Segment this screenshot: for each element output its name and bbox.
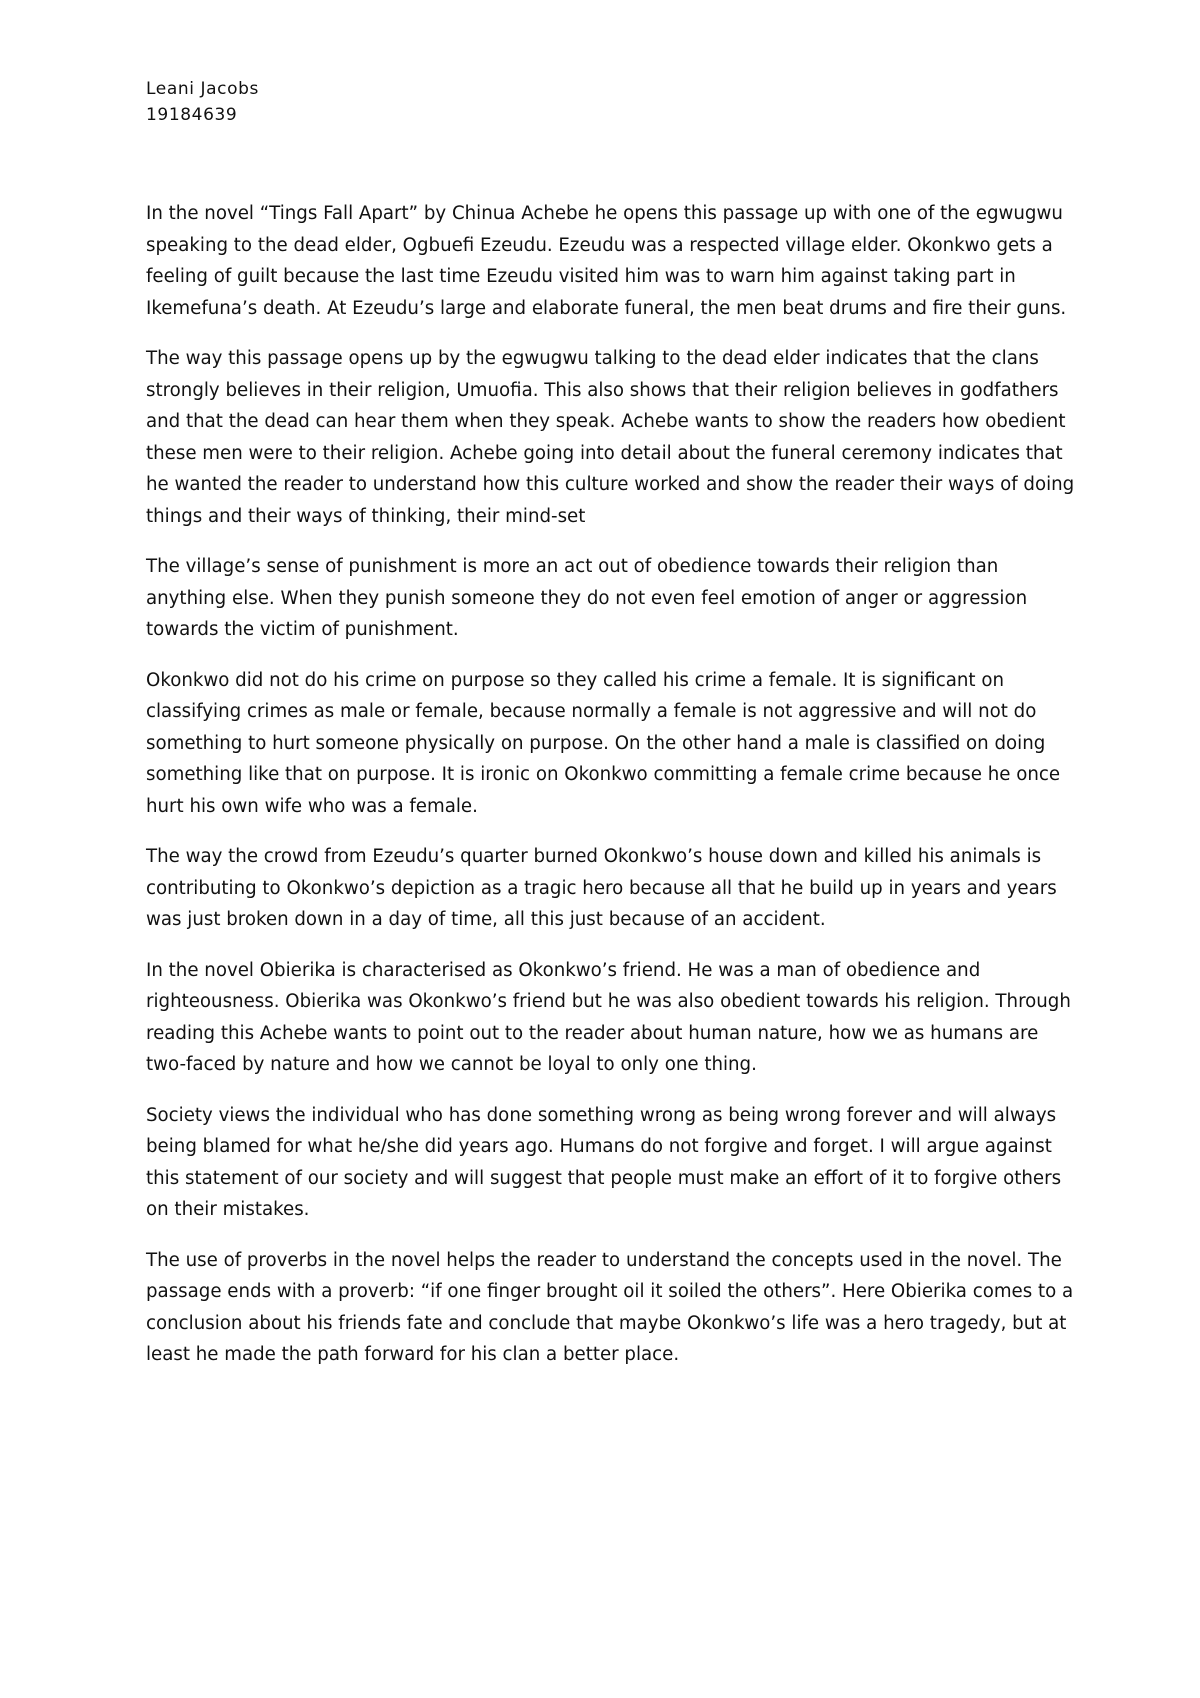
essay-paragraph-4: Okonkwo did not do his crime on purpose so they called his crime a female. It is significant on classifying crimes as male or female, because normally a female is not aggressive and will not do something to hurt someone physically on purpose. On the other hand a male is classified on doing something like that on purpose. It is ironic on Okonkwo committing a female crime because he once hurt his own wife who was a female. <box>146 669 1061 817</box>
essay-body <box>146 198 1076 1390</box>
author-name: Leani Jacobs <box>146 79 259 99</box>
essay-paragraph-3: The village’s sense of punishment is more an act out of obedience towards their religion than anything else. When they punish someone they do not even feel emotion of anger or aggression towards the victim of punishment. <box>146 556 1028 640</box>
essay-paragraph-7: Society views the individual who has done something wrong as being wrong forever and will always being blamed for what he/she did years ago. Humans do not forgive and forget. I will argue against this statement of our society and will suggest that people must make an effort of it to forgive others on their mistakes. <box>146 1104 1062 1220</box>
essay-paragraph-5: The way the crowd from Ezeudu’s quarter burned Okonkwo’s house down and killed his animals is contributing to Okonkwo’s depiction as a tragic hero because all that he build up in years and years was just broken down in a day of time, all this just because of an accident. <box>146 846 1057 930</box>
document-header <box>146 76 259 128</box>
student-number: 19184639 <box>146 105 238 125</box>
essay-paragraph-2: The way this passage opens up by the egwugwu talking to the dead elder indicates that the clans strongly believes in their religion, Umuofia. This also shows that their religion believes in godfathers and that the dead can hear them when they speak. Achebe wants to show the readers how obedient these men were to their religion. Achebe going into detail about the funeral ceremony indicates that he wanted the reader to understand how this culture worked and show the reader their ways of doing things and their ways of thinking, their mind-set <box>146 348 1075 527</box>
essay-paragraph-6: In the novel Obierika is characterised as Okonkwo’s friend. He was a man of obedience and righteousness. Obierika was Okonkwo’s friend but he was also obedient towards his religion. Through reading this Achebe wants to point out to the reader about human nature, how we as humans are two-faced by nature and how we cannot be loyal to only one thing. <box>146 959 1071 1075</box>
essay-paragraph-8: The use of proverbs in the novel helps the reader to understand the concepts used in the novel. The passage ends with a proverb: “if one finger brought oil it soiled the others”. Here Obierika comes to a conclusion about his friends fate and conclude that maybe Okonkwo’s life was a hero tragedy, but at least he made the path forward for his clan a better place. <box>146 1249 1074 1365</box>
essay-paragraph-1: In the novel “Tings Fall Apart” by Chinua Achebe he opens this passage up with one of the egwugwu speaking to the dead elder, Ogbuefi Ezeudu. Ezeudu was a respected village elder. Okonkwo gets a feeling of guilt because the last time Ezeudu visited him was to warn him against taking part in Ikemefuna’s death. At Ezeudu’s large and elaborate funeral, the men beat drums and fire their guns. <box>146 203 1067 319</box>
